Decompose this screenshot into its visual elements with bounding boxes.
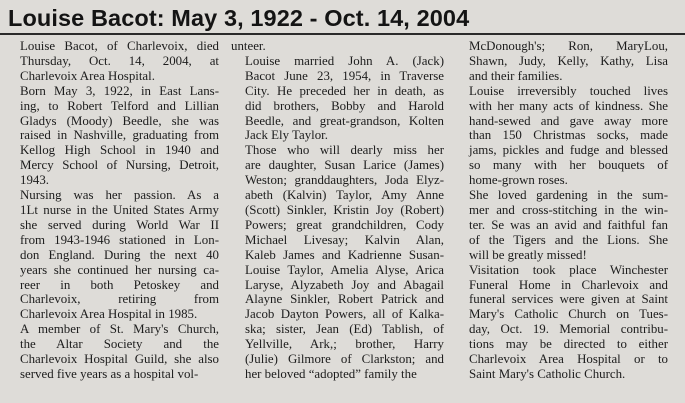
text-line: than 150 Christmas socks, made	[469, 128, 668, 143]
paragraph	[455, 188, 668, 263]
text-line: with her many acts of kindness. She	[469, 98, 668, 113]
text-line: 1Lt nurse in the United States Army	[20, 202, 219, 217]
text-line: she served during World War II	[20, 217, 219, 232]
text-line: Powers; great grandchildren, Cody	[245, 217, 444, 232]
text-line: served five years as a hospital vol-	[20, 366, 199, 381]
text-line: Saint Mary's Catholic Church.	[469, 366, 626, 381]
text-line: Visitation took place Winchester	[469, 262, 668, 277]
text-line: reer in both Petoskey and	[20, 277, 219, 292]
text-line: are daughter, Susan Larice (James)	[245, 158, 444, 173]
text-line: ter. Se was an avid and faithful fan	[469, 217, 668, 232]
paragraph	[6, 84, 219, 188]
text-line: abeth (Kalvin) Taylor, Amy Anne	[245, 188, 444, 203]
text-line: Kaleb James and Kadrienne Susan-	[245, 247, 444, 262]
text-line: Charlevoix Hospital Guild, she also	[20, 352, 219, 367]
text-line: Charlevoix Area Hospital or to	[469, 352, 668, 367]
text-line: ing, to Robert Telford and Lillian	[20, 98, 219, 113]
text-line: Gladys (Moody) Beedle, she was	[20, 113, 219, 128]
text-line: Nursing was her passion. As a	[20, 188, 219, 203]
text-line: Laryse, Alyzabeth Joy and Abagail	[245, 277, 444, 292]
text-line: Mary's Catholic Church on Tues-	[469, 307, 668, 322]
text-line: Louise Taylor, Amelia Alyse, Arica	[245, 262, 444, 277]
text-line: 1943.	[20, 173, 50, 188]
column-2	[231, 39, 444, 382]
column-1	[6, 39, 219, 382]
text-line: Louise married John A. (Jack)	[245, 53, 444, 68]
text-line: Shawn, Judy, Kelly, Kathy, Lisa	[469, 53, 668, 68]
text-line: Charlevoix, retiring from	[20, 292, 219, 307]
text-line: Those who will dearly miss her	[245, 143, 444, 158]
text-line: Charlevoix Area Hospital in 1985.	[20, 307, 198, 322]
paragraph	[6, 322, 219, 382]
text-line: Jacob Dayton Powers, all of Kalka-	[245, 307, 444, 322]
text-line: hand-sewed and gave away more	[469, 113, 668, 128]
text-line: City. He preceded her in death, as	[245, 83, 444, 98]
text-line: Yellville, Ark,; brother, Harry	[245, 337, 444, 352]
text-line: will be greatly missed!	[469, 247, 587, 262]
text-line: of the Tigers and the Lions. She	[469, 232, 668, 247]
text-line: tions may be directed to either	[469, 337, 668, 352]
paragraph	[231, 143, 444, 382]
paragraph	[6, 39, 219, 84]
text-line: home-grown roses.	[469, 173, 568, 188]
text-line: her beloved “adopted” family the	[245, 366, 417, 381]
text-line: Bacot June 23, 1954, in Traverse	[245, 68, 444, 83]
text-line: funeral services were given at Saint	[469, 292, 668, 307]
text-line: (Julie) Gilmore of Clarkston; and	[245, 352, 444, 367]
text-line: mer and cross-stitching in the win-	[469, 202, 668, 217]
paragraph	[231, 39, 444, 54]
text-line: raised in Nashville, graduating from	[20, 128, 219, 143]
text-line: Kellog High School in 1940 and	[20, 143, 219, 158]
text-line: She loved gardening in the sum-	[469, 188, 668, 203]
paragraph	[455, 39, 668, 84]
text-line: unteer.	[231, 39, 266, 53]
headline-rule	[0, 33, 685, 35]
text-line: Born May 3, 1922, in East Lans-	[20, 83, 219, 98]
text-line: McDonough's; Ron, MaryLou,	[469, 39, 668, 53]
text-line: Weston; granddaughters, Joda Elyz-	[245, 173, 444, 188]
text-line: ska; sister, Jean (Ed) Tablish, of	[245, 322, 444, 337]
text-line: Thursday, Oct. 14, 2004, at	[20, 53, 219, 68]
paragraph	[6, 188, 219, 322]
column-3	[455, 39, 668, 382]
text-line: so many with her bouquets of	[469, 158, 668, 173]
text-line: Michael Livesay; Kalvin Alan,	[245, 232, 444, 247]
text-line: Jack Ely Taylor.	[245, 128, 328, 143]
paragraph	[231, 54, 444, 143]
text-line: Louise irreversibly touched lives	[469, 83, 668, 98]
text-line: and their families.	[469, 68, 563, 83]
text-line: day, Oct. 19. Memorial contribu-	[469, 322, 668, 337]
text-line: (Scott) Sinkler, Kristin Joy (Robert)	[245, 202, 444, 217]
text-line: did brothers, Bobby and Harold	[245, 98, 444, 113]
text-line: don England. During the next 40	[20, 247, 219, 262]
headline: Louise Bacot: May 3, 1922 - Oct. 14, 2004	[8, 5, 470, 31]
text-line: Charlevoix Area Hospital.	[20, 68, 155, 83]
paragraph	[455, 263, 668, 382]
text-line: the Altar Society and the	[20, 337, 219, 352]
text-line: Funeral Home in Charlevoix and	[469, 277, 668, 292]
text-line: from 1943-1946 stationed in Lon-	[20, 232, 219, 247]
text-line: jams, pickles and fudge and blessed	[469, 143, 668, 158]
paragraph	[455, 84, 668, 188]
text-line: Mercy School of Nursing, Detroit,	[20, 158, 219, 173]
text-line: Beedle, and great-grandson, Kolten	[245, 113, 444, 128]
text-line: years she continued her nursing ca-	[20, 262, 219, 277]
text-line: A member of St. Mary's Church,	[20, 322, 219, 337]
text-line: Louise Bacot, of Charlevoix, died	[20, 39, 219, 53]
text-line: Alayne Sinkler, Robert Patrick and	[245, 292, 444, 307]
